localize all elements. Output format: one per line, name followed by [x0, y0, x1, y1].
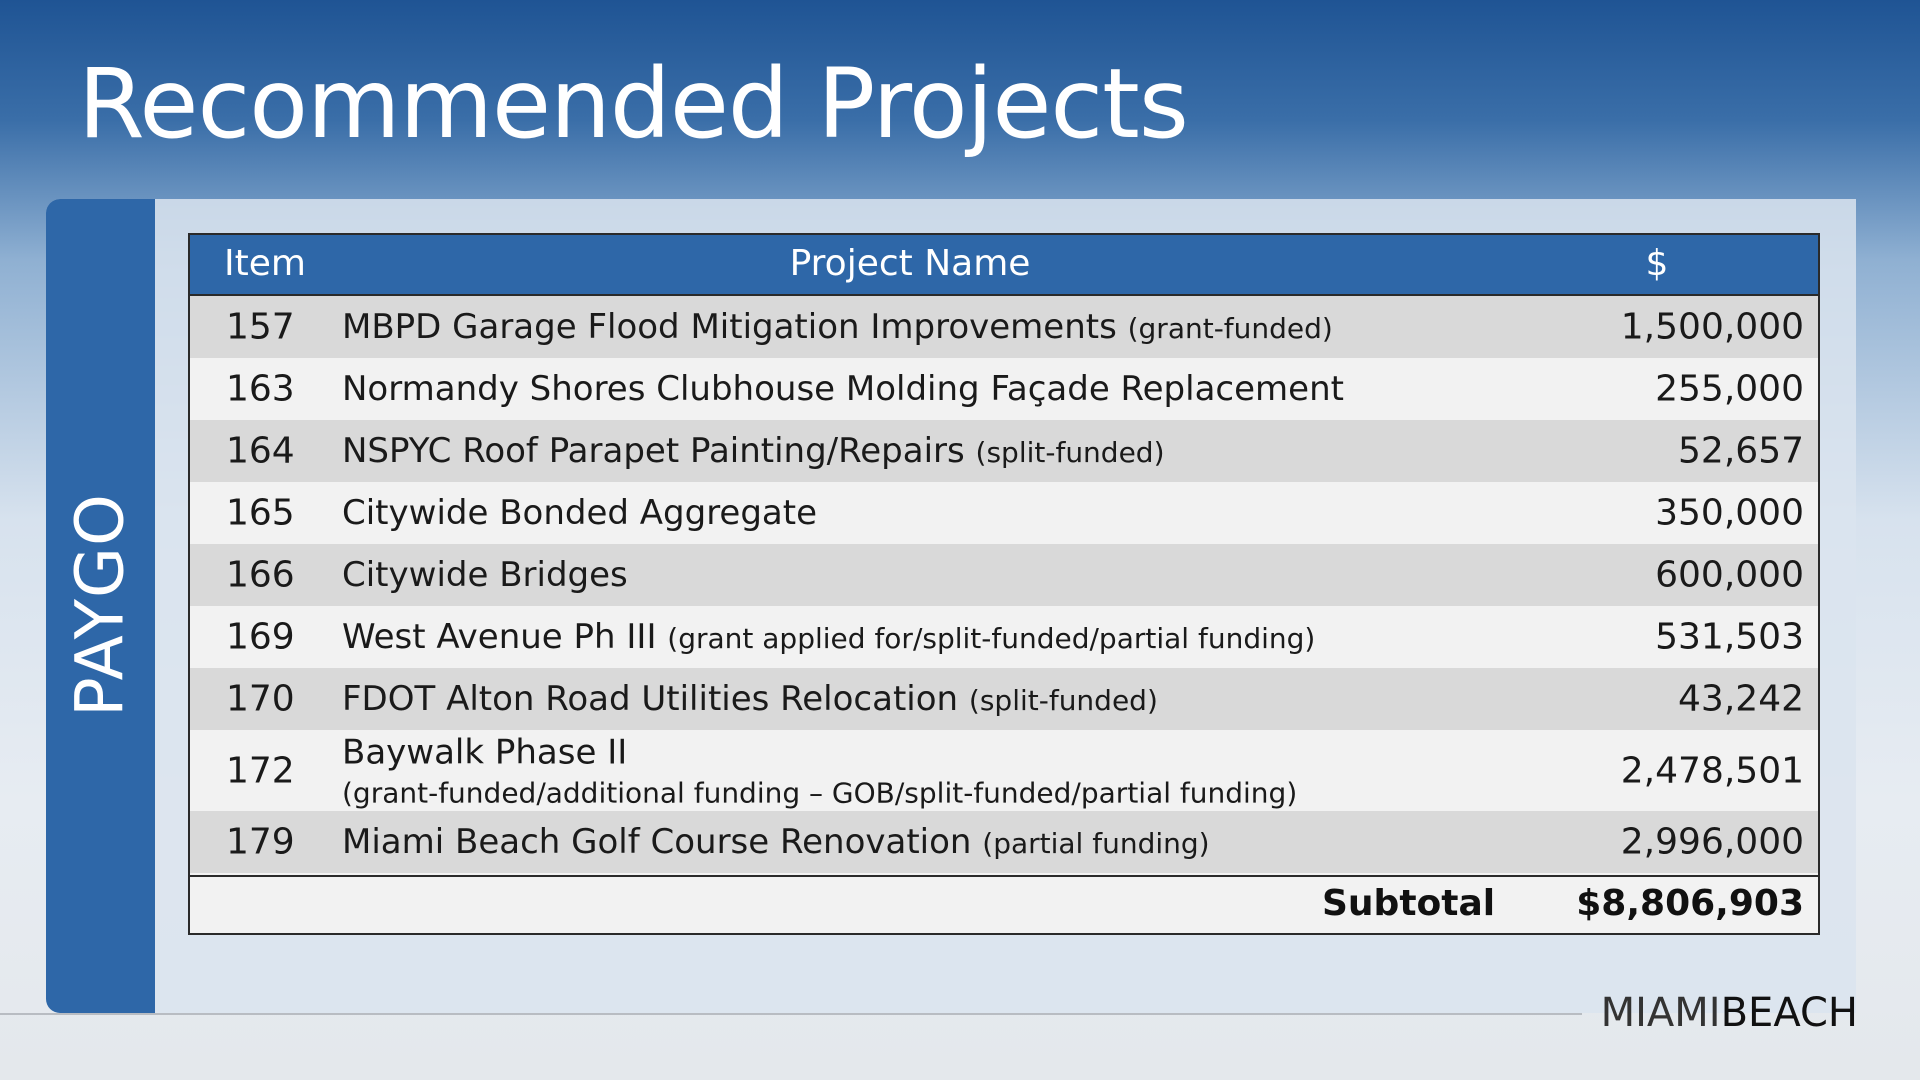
- subtotal-amount: $8,806,903: [1576, 883, 1804, 924]
- project-note: (split-funded): [968, 684, 1158, 717]
- header-item: Item: [224, 243, 306, 284]
- item-number: 172: [226, 750, 295, 791]
- project-name: Citywide Bridges: [342, 555, 628, 595]
- project-name: NSPYC Roof Parapet Painting/Repairs: [342, 431, 965, 471]
- item-number: 165: [226, 492, 295, 534]
- project-name: Baywalk Phase II: [342, 732, 628, 772]
- project-name: Miami Beach Golf Course Renovation: [342, 822, 972, 862]
- project-amount: 255,000: [1655, 368, 1804, 410]
- table-row: [190, 358, 1818, 420]
- project-name-cell: [342, 307, 1333, 347]
- project-name-cell: [342, 369, 1344, 409]
- project-amount: 531,503: [1655, 616, 1804, 658]
- project-name: Citywide Bonded Aggregate: [342, 493, 818, 533]
- project-name-cell: [342, 493, 817, 533]
- subtotal-label: Subtotal: [1322, 883, 1496, 924]
- logo-part-miami: MIAMI: [1600, 990, 1721, 1036]
- project-name-cell: [342, 679, 1158, 719]
- logo-part-beach: BEACH: [1720, 990, 1858, 1036]
- project-amount: 1,500,000: [1620, 306, 1804, 348]
- item-number: 157: [226, 306, 295, 348]
- table-header: [190, 235, 1818, 296]
- project-name: Normandy Shores Clubhouse Molding Façade Replacement: [342, 369, 1344, 409]
- table-row: [190, 544, 1818, 606]
- project-amount: 350,000: [1655, 492, 1804, 534]
- table-row: [190, 811, 1818, 873]
- project-name-cell: [342, 431, 1165, 471]
- project-note: (grant-funded/additional funding – GOB/split-funded/partial funding): [342, 776, 1298, 809]
- header-project-name: Project Name: [789, 243, 1031, 284]
- table-row: [190, 606, 1818, 668]
- subtotal-row: [190, 875, 1818, 933]
- project-amount: 2,478,501: [1620, 750, 1804, 791]
- item-number: 170: [226, 678, 295, 720]
- table-row: [190, 482, 1818, 544]
- side-tab-label: PAYGO: [61, 492, 139, 718]
- project-amount: 2,996,000: [1620, 821, 1804, 863]
- project-name: MBPD Garage Flood Mitigation Improvements: [342, 307, 1117, 347]
- item-number: 164: [226, 430, 295, 472]
- footer-divider: [0, 1013, 1582, 1015]
- table-row: [190, 420, 1818, 482]
- item-number: 169: [226, 616, 295, 658]
- miami-beach-logo: [1601, 990, 1858, 1036]
- project-note: (split-funded): [975, 436, 1165, 469]
- table-row: [190, 730, 1818, 811]
- project-note: (grant-funded): [1127, 312, 1333, 345]
- header-amount: $: [1645, 243, 1669, 284]
- slide-title: Recommended Projects: [78, 48, 1188, 160]
- project-name-cell: [342, 732, 1297, 809]
- table-row: [190, 296, 1818, 358]
- project-name: FDOT Alton Road Utilities Relocation: [342, 679, 959, 719]
- project-amount: 600,000: [1655, 554, 1804, 596]
- project-note: (partial funding): [982, 827, 1210, 860]
- project-name-cell: [342, 555, 628, 595]
- item-number: 166: [226, 554, 295, 596]
- table-row: [190, 668, 1818, 730]
- project-note: (grant applied for/split-funded/partial funding): [667, 622, 1316, 655]
- item-number: 163: [226, 368, 295, 410]
- projects-table: [188, 233, 1820, 935]
- project-name: West Avenue Ph III: [342, 617, 657, 657]
- table-body: [190, 296, 1818, 873]
- project-amount: 52,657: [1678, 430, 1804, 472]
- project-name-cell: [342, 822, 1210, 862]
- project-amount: 43,242: [1678, 678, 1804, 720]
- item-number: 179: [226, 821, 295, 863]
- project-name-cell: [342, 617, 1315, 657]
